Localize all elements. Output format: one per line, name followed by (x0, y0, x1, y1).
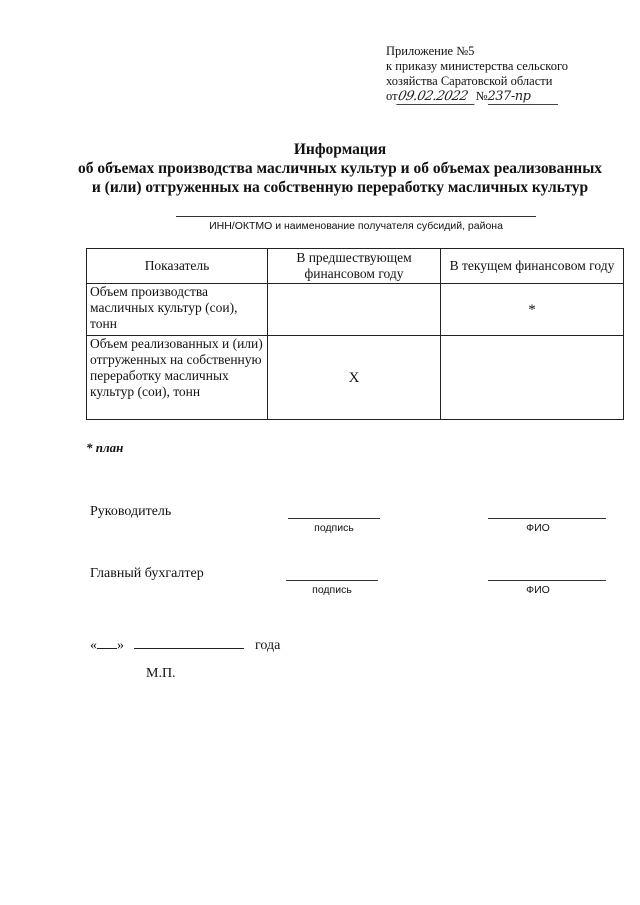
header-previous-year: В предшествующем финансовом году (268, 249, 441, 284)
accountant-signature-line (286, 580, 378, 581)
row-label: Объем реализованных и (или) отгруженных на собственную переработку масличных культур (сои), тонн (87, 336, 268, 420)
open-quote: « (90, 638, 97, 653)
table-header-row (87, 249, 624, 284)
handwritten-date: 09.02.2022 (396, 89, 477, 105)
appendix-ministry: хозяйства Саратовской области (386, 74, 553, 88)
appendix-title: Приложение №5 (386, 44, 475, 58)
appendix-block (386, 44, 568, 107)
head-fio-line (488, 518, 606, 519)
appendix-order-ref: к приказу министерства сельского (386, 59, 569, 73)
stamp-place: М.П. (146, 666, 176, 681)
accountant-fio-caption: ФИО (526, 584, 550, 596)
header-indicator: Показатель (87, 249, 268, 284)
date-line (90, 634, 280, 654)
year-word: года (255, 638, 281, 653)
day-blank (97, 634, 117, 649)
close-quote: » (117, 638, 124, 653)
accountant-fio-line (488, 580, 606, 581)
accountant-signature-caption: подпись (312, 584, 352, 596)
month-blank (134, 634, 244, 649)
table-row (87, 284, 624, 336)
head-signature-line (288, 518, 380, 519)
cell-current (441, 336, 624, 420)
row-label: Объем производства масличных культур (сои), тонн (87, 284, 268, 336)
inn-fill-line (176, 216, 536, 217)
head-fio-caption: ФИО (526, 522, 550, 534)
order-date-number (386, 89, 568, 107)
head-label: Руководитель (90, 504, 172, 519)
accountant-label: Главный бухгалтер (90, 566, 204, 581)
title-heading: Информация (293, 141, 387, 158)
title-line-3: и (или) отгруженных на собственную переработку масличных культур (91, 179, 589, 196)
table-row (87, 336, 624, 420)
cell-previous: X (268, 336, 441, 420)
header-current-year: В текущем финансовом году (441, 249, 624, 284)
data-table (86, 248, 624, 420)
document-title (60, 140, 620, 197)
footnote-plan: * план (86, 440, 124, 455)
title-line-2: об объемах производства масличных культур и об объемах реализованных (77, 160, 603, 177)
head-signature-caption: подпись (314, 522, 354, 534)
cell-current: * (441, 284, 624, 336)
inn-caption: ИНН/ОКТМО и наименование получателя субсидий, района (209, 220, 503, 232)
cell-previous (268, 284, 441, 336)
order-prefix: от (386, 89, 398, 103)
handwritten-number: 237-пр (488, 89, 558, 105)
order-number-label: № (475, 89, 488, 103)
